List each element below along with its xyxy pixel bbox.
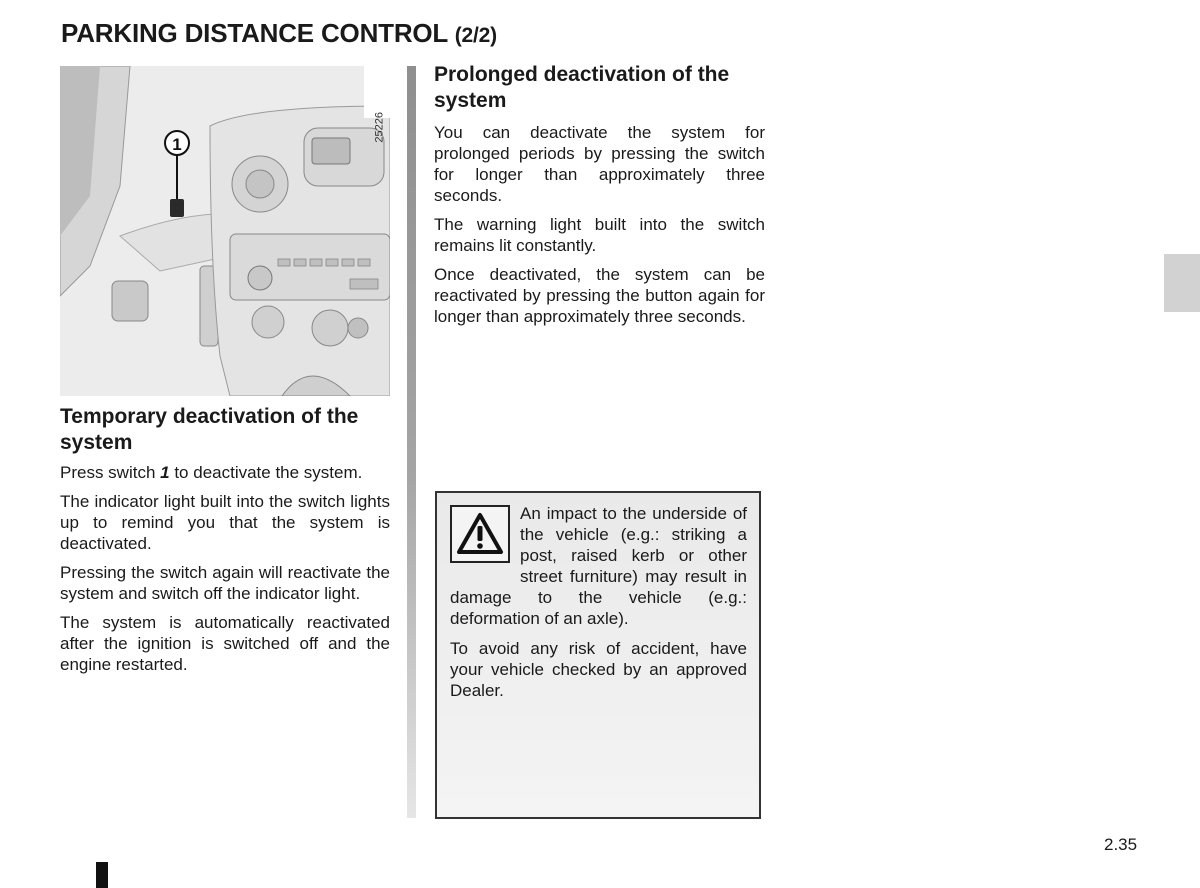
paragraph: You can deactivate the system for prolonged periods by pressing the switch for longer than approximately three seconds. [434, 123, 765, 205]
paragraph: The warning light built into the switch remains lit constantly. [434, 215, 765, 255]
callout-label: 1 [172, 135, 182, 154]
page-title-text: PARKING DISTANCE CONTROL [61, 18, 448, 48]
print-mark [96, 862, 108, 888]
right-column [434, 62, 765, 335]
warning-text: An impact to the underside of the vehicle (e.g.: striking a post, raised kerb or other street furniture) may result in damage to the vehicle (e.g.: deformation of an axle). [450, 504, 747, 628]
paragraph-text: to deactivate the system. [169, 463, 363, 482]
dashboard-drawing [60, 66, 390, 396]
page-number: 2.35 [1104, 835, 1138, 854]
paragraph-text: Press switch [60, 463, 161, 482]
paragraph: Once deactivated, the system can be reactivated by pressing the button again for longer than approximately three seconds. [434, 265, 765, 326]
page-title [61, 18, 497, 49]
paragraph [60, 462, 390, 483]
warning-text: To avoid any risk of accident, have your vehicle checked by an approved Dealer. [450, 639, 747, 700]
paragraph: The indicator light built into the switch lights up to remind you that the system is deactivated. [60, 492, 390, 553]
section-heading-temporary: Temporary deactivation of the system [60, 405, 359, 454]
paragraph: The system is automatically reactivated after the ignition is switched off and the engine restarted. [60, 613, 390, 674]
warning-box [435, 491, 761, 819]
figure-reference: 25226 [374, 112, 386, 143]
dashboard-illustration [60, 66, 390, 396]
chapter-tab [1164, 254, 1200, 312]
warning-triangle-icon [450, 505, 510, 563]
section-heading-prolonged: Prolonged deactivation of the system [434, 63, 730, 112]
left-column [60, 66, 390, 683]
paragraph: Pressing the switch again will reactivate the system and switch off the indicator light. [60, 563, 390, 603]
page-title-part: (2/2) [454, 24, 497, 47]
switch-reference: 1 [160, 463, 170, 482]
column-divider [407, 66, 416, 818]
